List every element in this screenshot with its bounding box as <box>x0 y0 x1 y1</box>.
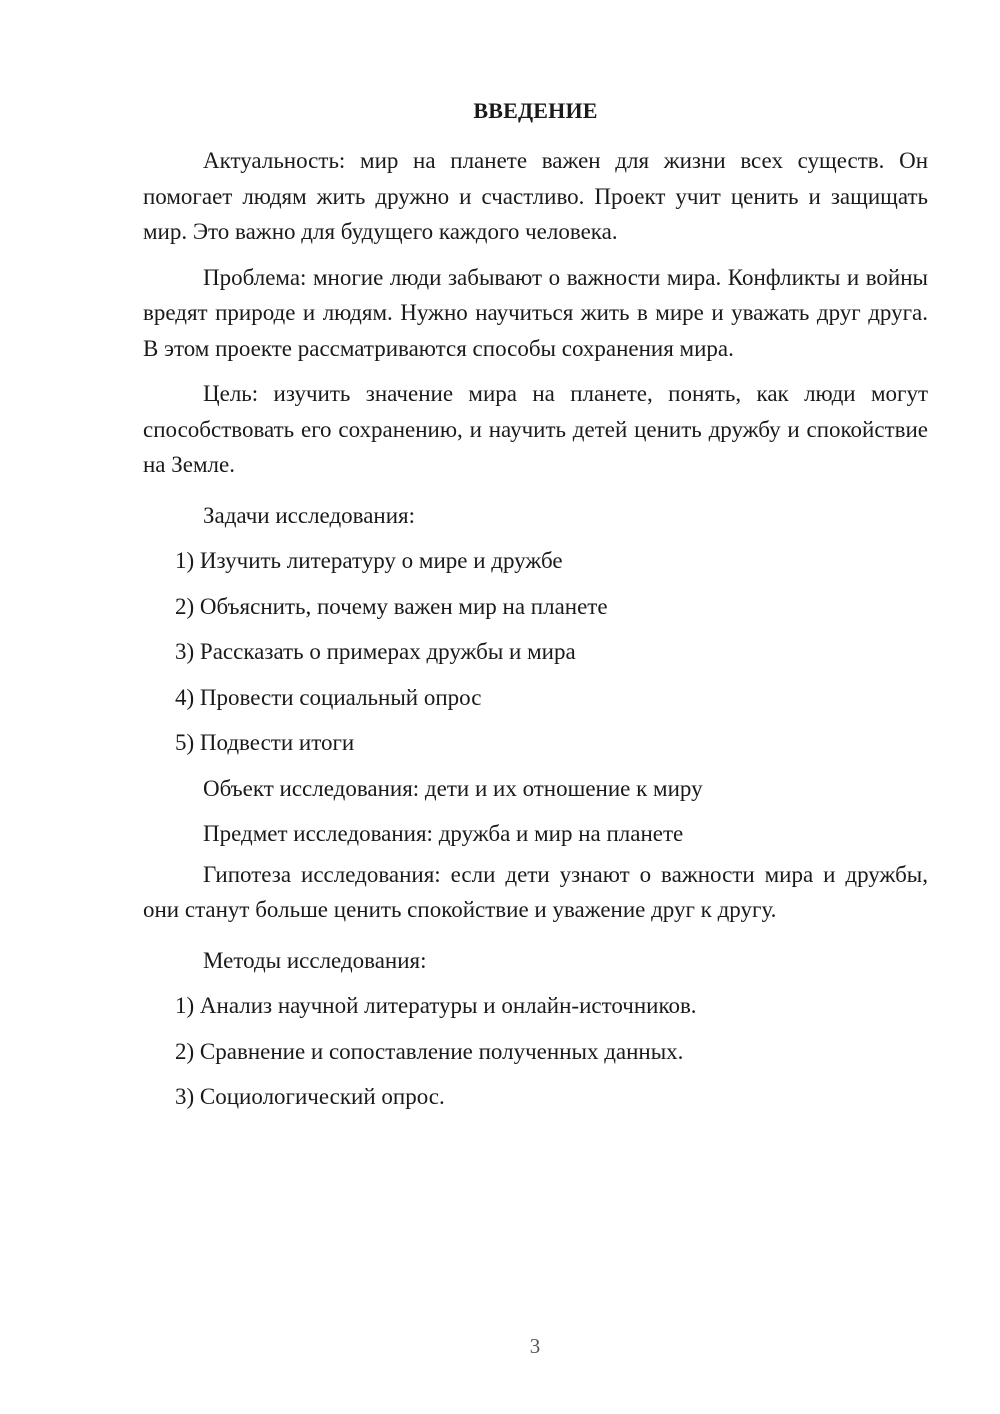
method-item: 2) Сравнение и сопоставление полученных данных. <box>175 1038 684 1064</box>
task-item: 1) Изучить литературу о мире и дружбе <box>175 548 563 573</box>
task-item: 5) Подвести итоги <box>175 730 355 755</box>
relevance-paragraph: Актуальность: мир на планете важен для жизни всех существ. Он помогает людям жить дружно и счастливо. Проект учит ценить и защищать мир. Это важно для будущего каждого человека. <box>143 148 928 244</box>
task-item: 2) Объяснить, почему важен мир на планете <box>175 593 608 619</box>
subject-line: Предмет исследования: дружба и мир на планете <box>203 821 684 846</box>
problem-paragraph: Проблема: многие люди забывают о важности мира. Конфликты и войны вредят природе и людям. Нужно научиться жить в мире и уважать друг друга. В этом проекте рассматриваются способы сохранения мира. <box>143 264 928 361</box>
method-item: 1) Анализ научной литературы и онлайн-источников. <box>175 993 697 1018</box>
goal-paragraph: Цель: изучить значение мира на планете, понять, как люди могут способствовать его сохранению, и научить детей ценить дружбу и спокойствие на Земле. <box>143 381 928 477</box>
object-line: Объект исследования: дети и их отношение к миру <box>203 775 703 801</box>
task-item: 4) Провести социальный опрос <box>175 684 482 710</box>
methods-list <box>143 983 928 1120</box>
task-item: 3) Рассказать о примерах дружбы и мира <box>175 639 576 664</box>
tasks-label: Задачи исследования: <box>203 502 416 528</box>
hypothesis-paragraph: Гипотеза исследования: если дети узнают о важности мира и дружбы, они станут больше ценить спокойствие и уважение друг к другу. <box>143 861 928 922</box>
section-title: ВВЕДЕНИЕ <box>473 98 598 123</box>
methods-label: Методы исследования: <box>203 947 427 973</box>
method-item: 3) Социологический опрос. <box>175 1084 445 1109</box>
document-body <box>143 143 928 1120</box>
tasks-list <box>143 538 928 766</box>
page-number: 3 <box>529 1334 541 1358</box>
